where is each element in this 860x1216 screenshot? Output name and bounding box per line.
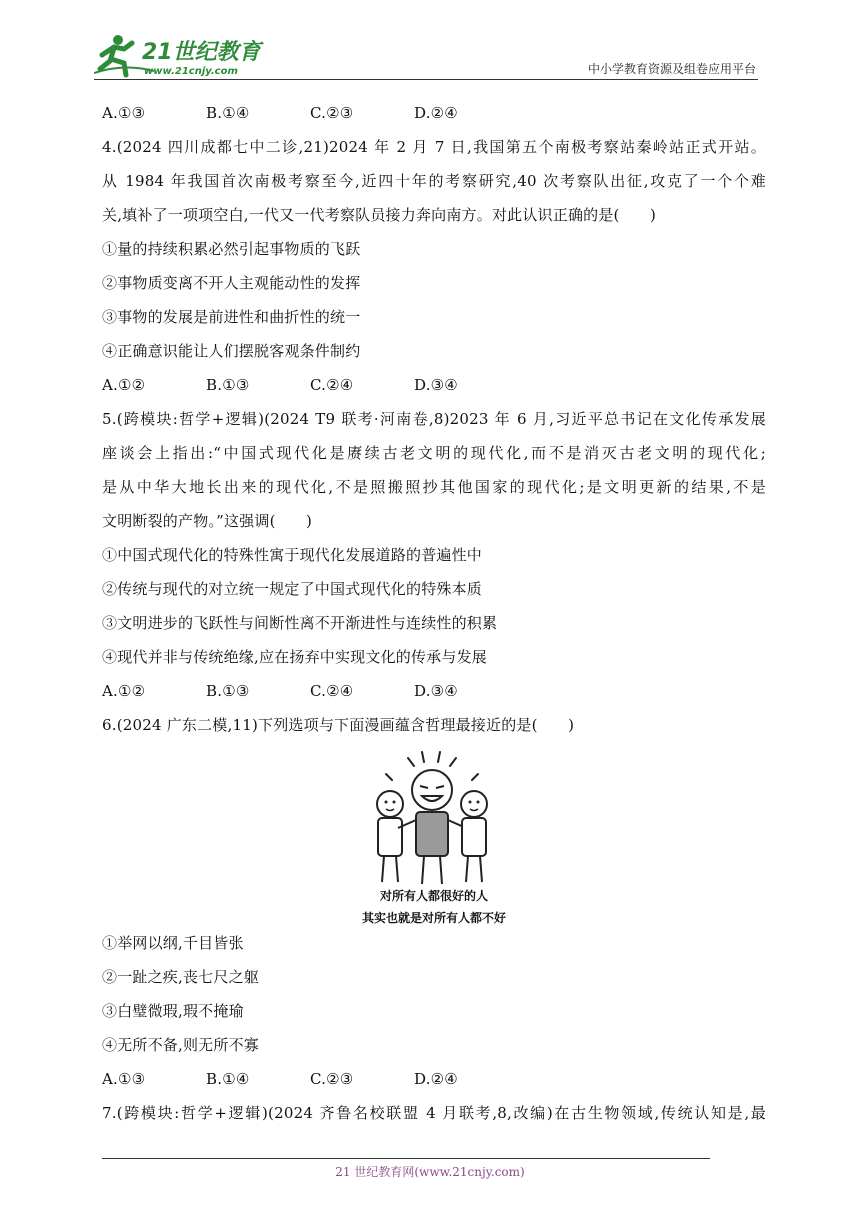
q5-item: ①中国式现代化的特殊性寓于现代化发展道路的普遍性中 [102, 546, 483, 564]
q5-options [102, 674, 766, 708]
q4-item: ①量的持续积累必然引起事物质的飞跃 [102, 240, 361, 258]
option-a[interactable]: A.①② [102, 682, 146, 700]
option-c[interactable]: C.②③ [310, 1070, 354, 1088]
cartoon-people-icon [358, 750, 510, 886]
q5-item: ②传统与现代的对立统一规定了中国式现代化的特殊本质 [102, 580, 483, 598]
option-a[interactable]: A.①③ [102, 1070, 146, 1088]
q4-stem-line: 从 1984 年我国首次南极考察至今,近四十年的考察研究,40 次考察队出征,攻克了一个个难 [102, 172, 766, 190]
platform-name: 中小学教育资源及组卷应用平台 [587, 62, 756, 76]
q4-item: ③事物的发展是前进性和曲折性的统一 [102, 308, 361, 326]
runner-logo-icon [94, 33, 264, 79]
option-c[interactable]: C.②④ [310, 376, 354, 394]
option-c[interactable]: C.②③ [310, 104, 354, 122]
question-content [102, 96, 766, 1130]
comic-caption-line-2: 其实也就是对所有人都不好 [361, 911, 506, 925]
header-divider [94, 79, 758, 80]
footer-divider [102, 1158, 710, 1159]
option-d[interactable]: D.②④ [414, 1070, 458, 1088]
q5-item: ④现代并非与传统绝缘,应在扬弃中实现文化的传承与发展 [102, 648, 487, 666]
q5-item: ③文明进步的飞跃性与间断性离不开渐进性与连续性的积累 [102, 614, 498, 632]
q4-item: ④正确意识能让人们摆脱客观条件制约 [102, 342, 361, 360]
option-b[interactable]: B.①④ [206, 1070, 250, 1088]
q4-stem-line: 关,填补了一项项空白,一代又一代考察队员接力奔向南方。对此认识正确的是( ) [102, 206, 657, 224]
svg-text:www.21cnjy.com: www.21cnjy.com [144, 66, 238, 77]
option-b[interactable]: B.①③ [206, 682, 250, 700]
comic-illustration [102, 742, 766, 926]
logo [94, 33, 264, 79]
q3-options [102, 96, 766, 130]
q6-item: ①举网以纲,千目皆张 [102, 934, 244, 952]
option-a[interactable]: A.①② [102, 376, 146, 394]
q5-stem-line: 座谈会上指出:“中国式现代化是赓续古老文明的现代化,而不是消灭古老文明的现代化; [102, 444, 766, 462]
svg-text:21世纪教育: 21世纪教育 [142, 40, 261, 65]
q5-stem-line: 是从中华大地长出来的现代化,不是照搬照抄其他国家的现代化;是文明更新的结果,不是 [102, 478, 766, 496]
option-d[interactable]: D.③④ [414, 376, 458, 394]
q6-item: ③白璧微瑕,瑕不掩瑜 [102, 1002, 244, 1020]
q5-stem-line: 文明断裂的产物。”这强调( ) [102, 512, 313, 530]
q6-stem: 6.(2024 广东二模,11)下列选项与下面漫画蕴含哲理最接近的是( ) [102, 716, 575, 734]
option-b[interactable]: B.①③ [206, 376, 250, 394]
option-c[interactable]: C.②④ [310, 682, 354, 700]
q5-stem-line: 5.(跨模块:哲学+逻辑)(2024 T9 联考·河南卷,8)2023 年 6 月,习近平总书记在文化传承发展 [102, 410, 766, 428]
q6-item: ④无所不备,则无所不寡 [102, 1036, 259, 1054]
q4-stem-line: 4.(2024 四川成都七中二诊,21)2024 年 2 月 7 日,我国第五个南极考察站秦岭站正式开站。 [102, 138, 766, 156]
page-header [0, 0, 860, 80]
page-footer: 21 世纪教育网(www.21cnjy.com) [335, 1165, 525, 1179]
option-a[interactable]: A.①③ [102, 104, 146, 122]
comic-caption-line-1: 对所有人都很好的人 [379, 889, 488, 903]
option-d[interactable]: D.②④ [414, 104, 458, 122]
q6-item: ②一趾之疾,丧七尺之躯 [102, 968, 259, 986]
q7-stem: 7.(跨模块:哲学+逻辑)(2024 齐鲁名校联盟 4 月联考,8,改编)在古生物领域,传统认知是,最 [102, 1104, 766, 1122]
option-b[interactable]: B.①④ [206, 104, 250, 122]
option-d[interactable]: D.③④ [414, 682, 458, 700]
q4-options [102, 368, 766, 402]
q6-options [102, 1062, 766, 1096]
q4-item: ②事物质变离不开人主观能动性的发挥 [102, 274, 361, 292]
